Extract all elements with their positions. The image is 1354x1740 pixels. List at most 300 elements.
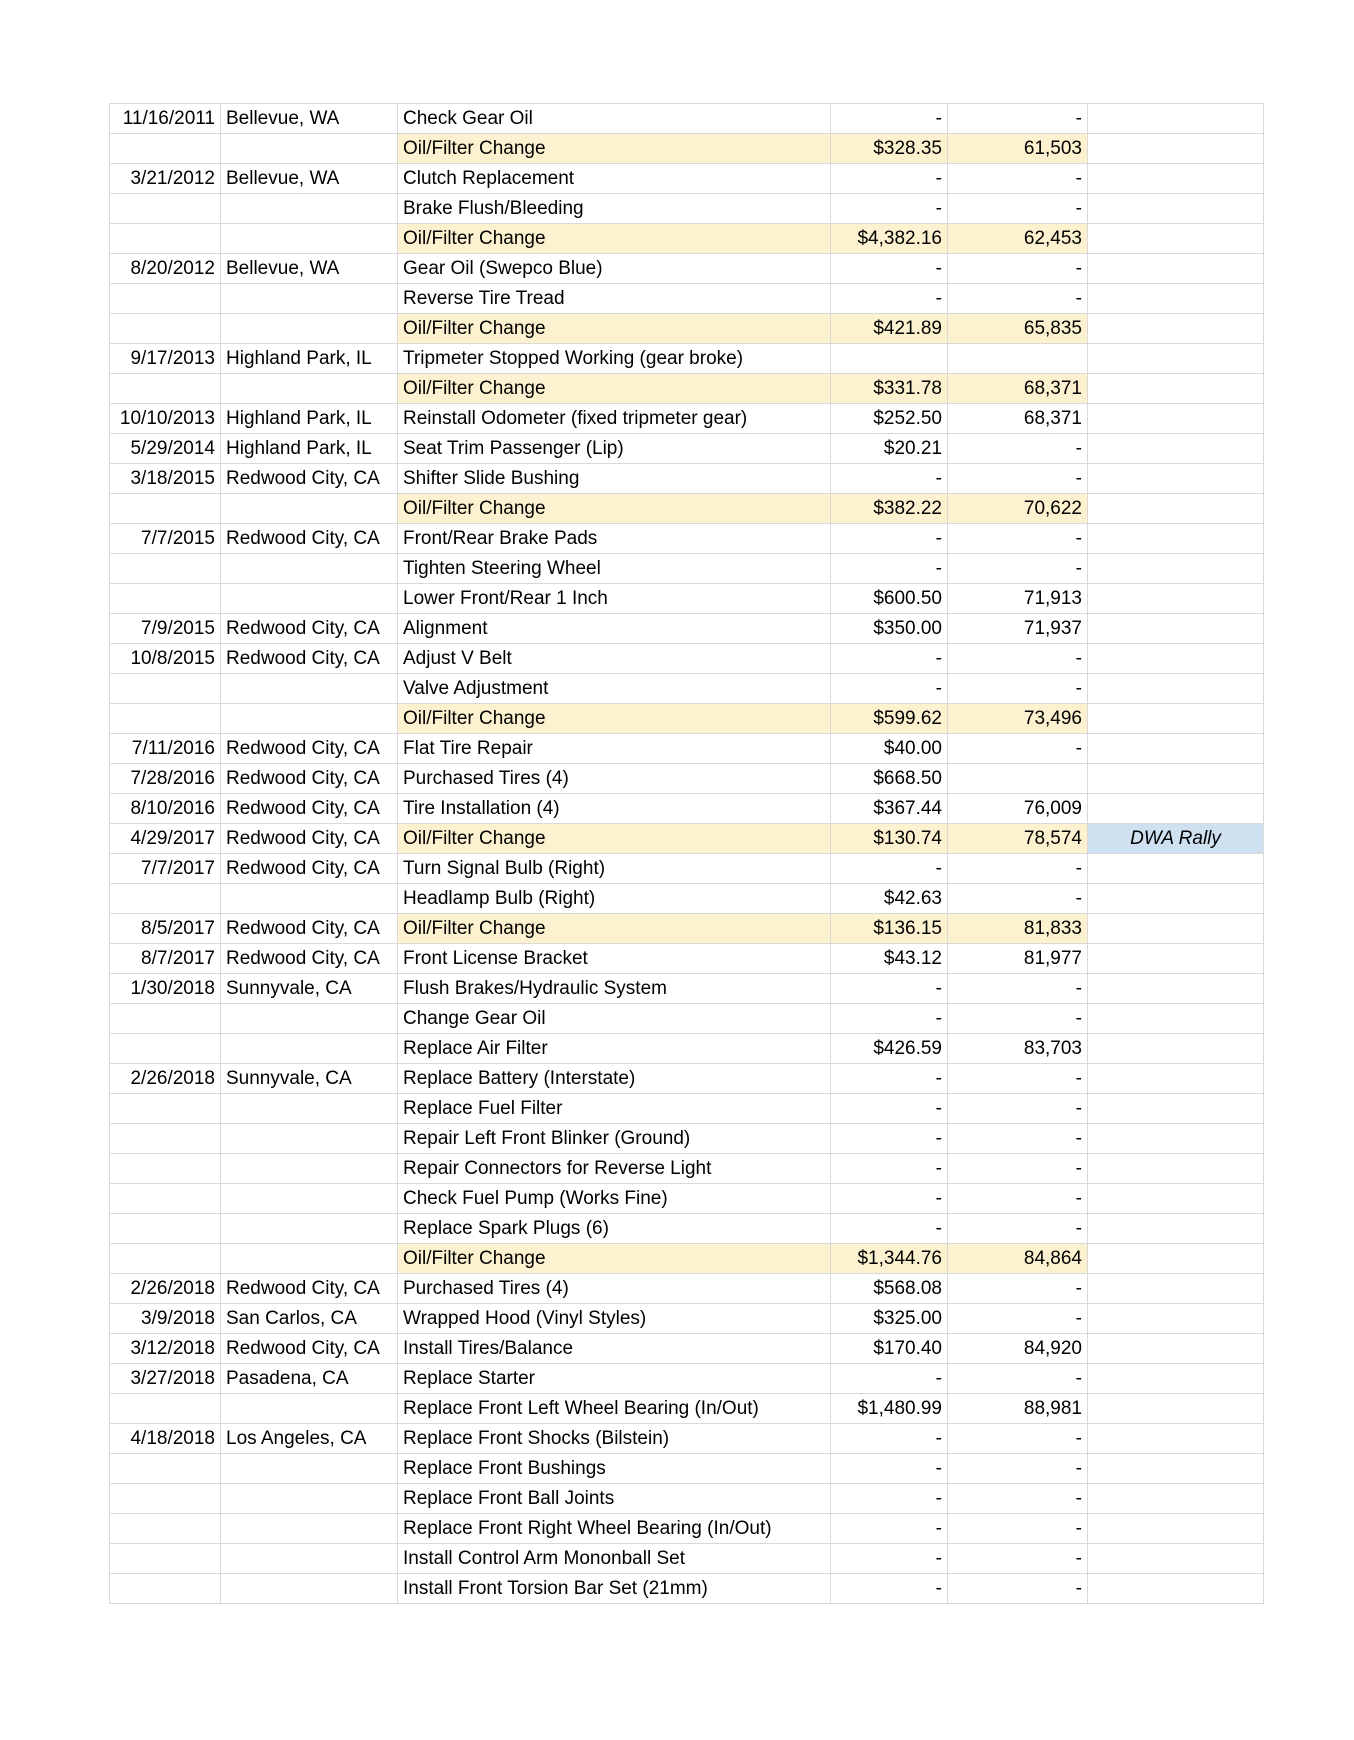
- location-cell: [221, 284, 398, 314]
- note-cell: [1088, 224, 1264, 254]
- date-cell: [110, 224, 221, 254]
- description-cell: Replace Front Shocks (Bilstein): [398, 1424, 831, 1454]
- table-row: [110, 134, 1264, 164]
- note-cell: [1088, 404, 1264, 434]
- table-row: [110, 554, 1264, 584]
- date-cell: 3/27/2018: [110, 1364, 221, 1394]
- cost-cell: -: [831, 1514, 948, 1544]
- mileage-cell: 76,009: [948, 794, 1088, 824]
- description-cell: Repair Left Front Blinker (Ground): [398, 1124, 831, 1154]
- mileage-cell: -: [948, 1484, 1088, 1514]
- note-cell: [1088, 1544, 1264, 1574]
- location-cell: [221, 1124, 398, 1154]
- note-cell: [1088, 554, 1264, 584]
- description-cell: Headlamp Bulb (Right): [398, 884, 831, 914]
- description-cell: Install Control Arm Mononball Set: [398, 1544, 831, 1574]
- cost-cell: $136.15: [831, 914, 948, 944]
- description-cell: Replace Battery (Interstate): [398, 1064, 831, 1094]
- description-cell: Replace Front Ball Joints: [398, 1484, 831, 1514]
- note-cell: [1088, 1064, 1264, 1094]
- note-cell: [1088, 584, 1264, 614]
- cost-cell: -: [831, 104, 948, 134]
- location-cell: [221, 1394, 398, 1424]
- table-row: [110, 974, 1264, 1004]
- date-cell: [110, 1094, 221, 1124]
- mileage-cell: -: [948, 974, 1088, 1004]
- date-cell: [110, 1184, 221, 1214]
- mileage-cell: -: [948, 734, 1088, 764]
- table-row: [110, 704, 1264, 734]
- cost-cell: -: [831, 674, 948, 704]
- date-cell: [110, 1454, 221, 1484]
- location-cell: [221, 1454, 398, 1484]
- description-cell: Check Fuel Pump (Works Fine): [398, 1184, 831, 1214]
- note-cell: [1088, 974, 1264, 1004]
- description-cell: Seat Trim Passenger (Lip): [398, 434, 831, 464]
- location-cell: [221, 1034, 398, 1064]
- table-row: [110, 284, 1264, 314]
- description-cell: Replace Air Filter: [398, 1034, 831, 1064]
- table-row: [110, 1094, 1264, 1124]
- table-row: [110, 524, 1264, 554]
- location-cell: Redwood City, CA: [221, 794, 398, 824]
- note-cell: DWA Rally: [1088, 824, 1264, 854]
- date-cell: 3/9/2018: [110, 1304, 221, 1334]
- note-cell: [1088, 914, 1264, 944]
- cost-cell: $350.00: [831, 614, 948, 644]
- cost-cell: $42.63: [831, 884, 948, 914]
- note-cell: [1088, 734, 1264, 764]
- table-row: [110, 254, 1264, 284]
- description-cell: Oil/Filter Change: [398, 224, 831, 254]
- date-cell: [110, 1484, 221, 1514]
- location-cell: Redwood City, CA: [221, 464, 398, 494]
- description-cell: Purchased Tires (4): [398, 1274, 831, 1304]
- description-cell: Install Front Torsion Bar Set (21mm): [398, 1574, 831, 1604]
- location-cell: Redwood City, CA: [221, 1334, 398, 1364]
- location-cell: [221, 1004, 398, 1034]
- date-cell: 4/18/2018: [110, 1424, 221, 1454]
- mileage-cell: -: [948, 1514, 1088, 1544]
- location-cell: [221, 374, 398, 404]
- mileage-cell: -: [948, 1094, 1088, 1124]
- table-row: [110, 944, 1264, 974]
- description-cell: Front/Rear Brake Pads: [398, 524, 831, 554]
- table-row: [110, 344, 1264, 374]
- date-cell: 2/26/2018: [110, 1274, 221, 1304]
- location-cell: Highland Park, IL: [221, 404, 398, 434]
- cost-cell: -: [831, 554, 948, 584]
- cost-cell: -: [831, 1004, 948, 1034]
- location-cell: [221, 704, 398, 734]
- location-cell: [221, 1574, 398, 1604]
- mileage-cell: 81,977: [948, 944, 1088, 974]
- date-cell: 1/30/2018: [110, 974, 221, 1004]
- date-cell: [110, 284, 221, 314]
- table-row: [110, 1334, 1264, 1364]
- cost-cell: $599.62: [831, 704, 948, 734]
- table-row: [110, 1424, 1264, 1454]
- note-cell: [1088, 764, 1264, 794]
- note-cell: [1088, 1154, 1264, 1184]
- location-cell: [221, 1154, 398, 1184]
- mileage-cell: 65,835: [948, 314, 1088, 344]
- description-cell: Alignment: [398, 614, 831, 644]
- cost-cell: $43.12: [831, 944, 948, 974]
- date-cell: 3/12/2018: [110, 1334, 221, 1364]
- mileage-cell: -: [948, 524, 1088, 554]
- date-cell: 8/20/2012: [110, 254, 221, 284]
- date-cell: 5/29/2014: [110, 434, 221, 464]
- note-cell: [1088, 1304, 1264, 1334]
- description-cell: Flat Tire Repair: [398, 734, 831, 764]
- date-cell: [110, 1244, 221, 1274]
- cost-cell: $325.00: [831, 1304, 948, 1334]
- location-cell: [221, 1184, 398, 1214]
- maintenance-log-table: [109, 103, 1264, 1604]
- date-cell: [110, 1124, 221, 1154]
- location-cell: [221, 554, 398, 584]
- table-row: [110, 824, 1264, 854]
- note-cell: [1088, 614, 1264, 644]
- mileage-cell: 71,913: [948, 584, 1088, 614]
- cost-cell: -: [831, 524, 948, 554]
- description-cell: Replace Spark Plugs (6): [398, 1214, 831, 1244]
- table-row: [110, 1574, 1264, 1604]
- date-cell: [110, 1574, 221, 1604]
- date-cell: 3/21/2012: [110, 164, 221, 194]
- table-row: [110, 794, 1264, 824]
- date-cell: [110, 674, 221, 704]
- date-cell: 7/28/2016: [110, 764, 221, 794]
- table-row: [110, 884, 1264, 914]
- mileage-cell: 61,503: [948, 134, 1088, 164]
- location-cell: Bellevue, WA: [221, 164, 398, 194]
- mileage-cell: 71,937: [948, 614, 1088, 644]
- table-row: [110, 1034, 1264, 1064]
- description-cell: Front License Bracket: [398, 944, 831, 974]
- mileage-cell: -: [948, 884, 1088, 914]
- mileage-cell: 84,920: [948, 1334, 1088, 1364]
- note-cell: [1088, 284, 1264, 314]
- location-cell: Redwood City, CA: [221, 524, 398, 554]
- mileage-cell: -: [948, 1064, 1088, 1094]
- date-cell: 9/17/2013: [110, 344, 221, 374]
- date-cell: 11/16/2011: [110, 104, 221, 134]
- description-cell: Tighten Steering Wheel: [398, 554, 831, 584]
- cost-cell: -: [831, 1364, 948, 1394]
- mileage-cell: -: [948, 1364, 1088, 1394]
- table-row: [110, 644, 1264, 674]
- cost-cell: $328.35: [831, 134, 948, 164]
- table-row: [110, 854, 1264, 884]
- note-cell: [1088, 1004, 1264, 1034]
- note-cell: [1088, 1514, 1264, 1544]
- description-cell: Replace Front Left Wheel Bearing (In/Out): [398, 1394, 831, 1424]
- note-cell: [1088, 464, 1264, 494]
- table-row: [110, 1454, 1264, 1484]
- date-cell: [110, 1154, 221, 1184]
- description-cell: Oil/Filter Change: [398, 824, 831, 854]
- note-cell: [1088, 344, 1264, 374]
- note-cell: [1088, 524, 1264, 554]
- description-cell: Install Tires/Balance: [398, 1334, 831, 1364]
- note-cell: [1088, 704, 1264, 734]
- mileage-cell: -: [948, 1124, 1088, 1154]
- date-cell: 8/5/2017: [110, 914, 221, 944]
- table-row: [110, 464, 1264, 494]
- mileage-cell: 84,864: [948, 1244, 1088, 1274]
- cost-cell: $4,382.16: [831, 224, 948, 254]
- location-cell: [221, 1544, 398, 1574]
- description-cell: Tire Installation (4): [398, 794, 831, 824]
- cost-cell: -: [831, 1544, 948, 1574]
- table-row: [110, 1364, 1264, 1394]
- cost-cell: -: [831, 1154, 948, 1184]
- location-cell: Pasadena, CA: [221, 1364, 398, 1394]
- description-cell: Turn Signal Bulb (Right): [398, 854, 831, 884]
- location-cell: [221, 1244, 398, 1274]
- mileage-cell: -: [948, 164, 1088, 194]
- date-cell: [110, 554, 221, 584]
- table-row: [110, 434, 1264, 464]
- mileage-cell: -: [948, 1544, 1088, 1574]
- date-cell: 8/7/2017: [110, 944, 221, 974]
- cost-cell: $367.44: [831, 794, 948, 824]
- date-cell: [110, 1034, 221, 1064]
- note-cell: [1088, 164, 1264, 194]
- date-cell: 8/10/2016: [110, 794, 221, 824]
- date-cell: 7/7/2017: [110, 854, 221, 884]
- date-cell: 10/10/2013: [110, 404, 221, 434]
- mileage-cell: -: [948, 104, 1088, 134]
- cost-cell: -: [831, 1214, 948, 1244]
- note-cell: [1088, 884, 1264, 914]
- description-cell: Adjust V Belt: [398, 644, 831, 674]
- note-cell: [1088, 194, 1264, 224]
- table-row: [110, 1064, 1264, 1094]
- description-cell: Replace Starter: [398, 1364, 831, 1394]
- cost-cell: $130.74: [831, 824, 948, 854]
- date-cell: [110, 1214, 221, 1244]
- note-cell: [1088, 1274, 1264, 1304]
- table-row: [110, 1214, 1264, 1244]
- description-cell: Oil/Filter Change: [398, 314, 831, 344]
- note-cell: [1088, 1484, 1264, 1514]
- location-cell: Sunnyvale, CA: [221, 1064, 398, 1094]
- location-cell: Redwood City, CA: [221, 644, 398, 674]
- note-cell: [1088, 644, 1264, 674]
- table-row: [110, 1004, 1264, 1034]
- table-row: [110, 1484, 1264, 1514]
- description-cell: Reinstall Odometer (fixed tripmeter gear): [398, 404, 831, 434]
- location-cell: [221, 1094, 398, 1124]
- date-cell: [110, 584, 221, 614]
- cost-cell: -: [831, 1184, 948, 1214]
- note-cell: [1088, 494, 1264, 524]
- mileage-cell: -: [948, 644, 1088, 674]
- date-cell: [110, 1514, 221, 1544]
- note-cell: [1088, 1574, 1264, 1604]
- cost-cell: -: [831, 254, 948, 284]
- note-cell: [1088, 314, 1264, 344]
- location-cell: Highland Park, IL: [221, 434, 398, 464]
- date-cell: [110, 704, 221, 734]
- description-cell: Change Gear Oil: [398, 1004, 831, 1034]
- note-cell: [1088, 1094, 1264, 1124]
- location-cell: [221, 674, 398, 704]
- table-row: [110, 614, 1264, 644]
- note-cell: [1088, 254, 1264, 284]
- location-cell: [221, 494, 398, 524]
- date-cell: [110, 1004, 221, 1034]
- mileage-cell: -: [948, 1184, 1088, 1214]
- location-cell: Redwood City, CA: [221, 854, 398, 884]
- note-cell: [1088, 674, 1264, 704]
- description-cell: Repair Connectors for Reverse Light: [398, 1154, 831, 1184]
- cost-cell: $421.89: [831, 314, 948, 344]
- cost-cell: -: [831, 284, 948, 314]
- description-cell: Lower Front/Rear 1 Inch: [398, 584, 831, 614]
- location-cell: Los Angeles, CA: [221, 1424, 398, 1454]
- cost-cell: $1,480.99: [831, 1394, 948, 1424]
- date-cell: 3/18/2015: [110, 464, 221, 494]
- note-cell: [1088, 794, 1264, 824]
- date-cell: 7/7/2015: [110, 524, 221, 554]
- date-cell: [110, 494, 221, 524]
- description-cell: Oil/Filter Change: [398, 374, 831, 404]
- mileage-cell: 73,496: [948, 704, 1088, 734]
- description-cell: Oil/Filter Change: [398, 704, 831, 734]
- cost-cell: $252.50: [831, 404, 948, 434]
- location-cell: Redwood City, CA: [221, 824, 398, 854]
- location-cell: Redwood City, CA: [221, 764, 398, 794]
- note-cell: [1088, 1454, 1264, 1484]
- table-row: [110, 1274, 1264, 1304]
- cost-cell: -: [831, 1094, 948, 1124]
- description-cell: Clutch Replacement: [398, 164, 831, 194]
- cost-cell: $1,344.76: [831, 1244, 948, 1274]
- location-cell: [221, 1214, 398, 1244]
- cost-cell: $331.78: [831, 374, 948, 404]
- date-cell: [110, 314, 221, 344]
- location-cell: [221, 194, 398, 224]
- note-cell: [1088, 1034, 1264, 1064]
- mileage-cell: 81,833: [948, 914, 1088, 944]
- table-row: [110, 104, 1264, 134]
- description-cell: Tripmeter Stopped Working (gear broke): [398, 344, 831, 374]
- location-cell: Bellevue, WA: [221, 104, 398, 134]
- location-cell: Sunnyvale, CA: [221, 974, 398, 1004]
- maintenance-log-body: [110, 104, 1264, 1604]
- description-cell: Purchased Tires (4): [398, 764, 831, 794]
- mileage-cell: -: [948, 284, 1088, 314]
- note-cell: [1088, 1244, 1264, 1274]
- location-cell: [221, 134, 398, 164]
- date-cell: 2/26/2018: [110, 1064, 221, 1094]
- description-cell: Replace Fuel Filter: [398, 1094, 831, 1124]
- mileage-cell: -: [948, 194, 1088, 224]
- location-cell: [221, 1514, 398, 1544]
- mileage-cell: -: [948, 674, 1088, 704]
- description-cell: Check Gear Oil: [398, 104, 831, 134]
- table-row: [110, 194, 1264, 224]
- description-cell: Replace Front Bushings: [398, 1454, 831, 1484]
- cost-cell: -: [831, 164, 948, 194]
- table-row: [110, 914, 1264, 944]
- date-cell: [110, 374, 221, 404]
- note-cell: [1088, 134, 1264, 164]
- mileage-cell: 68,371: [948, 404, 1088, 434]
- note-cell: [1088, 1424, 1264, 1454]
- cost-cell: -: [831, 1454, 948, 1484]
- mileage-cell: 83,703: [948, 1034, 1088, 1064]
- mileage-cell: -: [948, 1454, 1088, 1484]
- cost-cell: -: [831, 1424, 948, 1454]
- cost-cell: $20.21: [831, 434, 948, 464]
- cost-cell: -: [831, 464, 948, 494]
- mileage-cell: 70,622: [948, 494, 1088, 524]
- date-cell: 10/8/2015: [110, 644, 221, 674]
- description-cell: Valve Adjustment: [398, 674, 831, 704]
- description-cell: Brake Flush/Bleeding: [398, 194, 831, 224]
- table-row: [110, 674, 1264, 704]
- location-cell: Redwood City, CA: [221, 614, 398, 644]
- location-cell: Redwood City, CA: [221, 914, 398, 944]
- description-cell: Oil/Filter Change: [398, 134, 831, 164]
- mileage-cell: -: [948, 1304, 1088, 1334]
- date-cell: 7/11/2016: [110, 734, 221, 764]
- location-cell: [221, 884, 398, 914]
- note-cell: [1088, 374, 1264, 404]
- cost-cell: $668.50: [831, 764, 948, 794]
- note-cell: [1088, 1214, 1264, 1244]
- description-cell: Wrapped Hood (Vinyl Styles): [398, 1304, 831, 1334]
- table-row: [110, 1544, 1264, 1574]
- location-cell: [221, 224, 398, 254]
- table-row: [110, 1154, 1264, 1184]
- mileage-cell: 62,453: [948, 224, 1088, 254]
- mileage-cell: 78,574: [948, 824, 1088, 854]
- mileage-cell: -: [948, 1274, 1088, 1304]
- date-cell: 4/29/2017: [110, 824, 221, 854]
- table-row: [110, 494, 1264, 524]
- table-row: [110, 224, 1264, 254]
- table-row: [110, 404, 1264, 434]
- table-row: [110, 1124, 1264, 1154]
- location-cell: Bellevue, WA: [221, 254, 398, 284]
- location-cell: [221, 314, 398, 344]
- mileage-cell: [948, 764, 1088, 794]
- date-cell: [110, 1544, 221, 1574]
- note-cell: [1088, 854, 1264, 884]
- note-cell: [1088, 434, 1264, 464]
- note-cell: [1088, 1124, 1264, 1154]
- description-cell: Reverse Tire Tread: [398, 284, 831, 314]
- cost-cell: -: [831, 854, 948, 884]
- description-cell: Oil/Filter Change: [398, 494, 831, 524]
- table-row: [110, 314, 1264, 344]
- mileage-cell: -: [948, 854, 1088, 884]
- note-cell: [1088, 104, 1264, 134]
- mileage-cell: -: [948, 464, 1088, 494]
- date-cell: [110, 134, 221, 164]
- description-cell: Gear Oil (Swepco Blue): [398, 254, 831, 284]
- mileage-cell: -: [948, 1574, 1088, 1604]
- note-cell: [1088, 1184, 1264, 1214]
- mileage-cell: 68,371: [948, 374, 1088, 404]
- table-row: [110, 1244, 1264, 1274]
